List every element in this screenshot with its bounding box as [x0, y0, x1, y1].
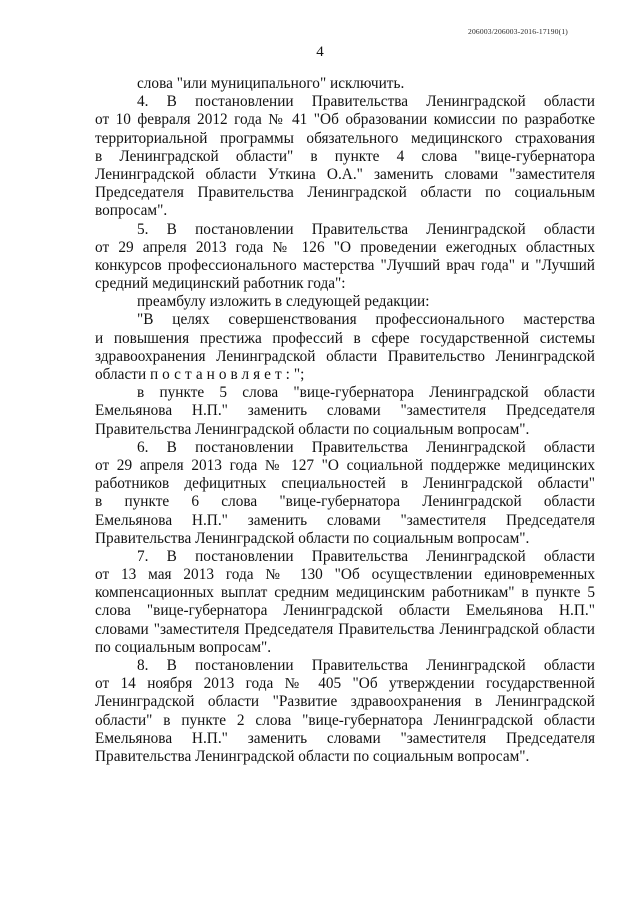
- text-line: [95, 275, 595, 293]
- text-line-content: 8. В постановлении Правительства Ленинградской области: [137, 657, 595, 674]
- text-line-content: Ленинградской области Уткина О.А." заменить словами "заместителя: [95, 165, 595, 183]
- text-line: [95, 584, 595, 602]
- text-line-content: Ленинградской области "Развитие здравоохранения в Ленинградской: [95, 693, 595, 711]
- text-line: [95, 457, 595, 475]
- text-line: [95, 257, 595, 275]
- text-line-content: компенсационных выплат средним медицинским работникам" в пункте 5: [95, 584, 595, 602]
- text-line: [95, 421, 595, 439]
- text-line-content: в пункте 5 слова "вице-губернатора Ленинградской области: [137, 384, 595, 402]
- text-line-content: Правительства Ленинградской области по социальным вопросам".: [95, 420, 530, 438]
- text-line: [95, 493, 595, 511]
- text-line: [95, 548, 595, 566]
- document-body: [95, 75, 595, 766]
- text-line-content: от 10 февраля 2012 года № 41 "Об образовании комиссии по разработке: [95, 111, 595, 129]
- text-line: [95, 184, 595, 202]
- text-line: [95, 239, 595, 257]
- text-line-content: 7. В постановлении Правительства Ленинградской области: [137, 547, 595, 565]
- text-line: [95, 748, 595, 766]
- text-line: [95, 293, 595, 311]
- text-line: [95, 712, 595, 730]
- text-line: [95, 602, 595, 620]
- text-line-content: Правительства Ленинградской области по социальным вопросам".: [95, 747, 530, 765]
- text-line: [95, 639, 595, 657]
- text-line-content: "В целях совершенствования профессионального мастерства: [137, 311, 595, 329]
- text-line-content: области: [95, 366, 147, 383]
- text-line: [95, 221, 595, 239]
- text-line: [95, 166, 595, 184]
- text-line: [95, 675, 595, 693]
- text-line: [95, 330, 595, 348]
- text-line-content: 5. В постановлении Правительства Ленинградской области: [137, 220, 595, 238]
- text-line: [95, 439, 595, 457]
- text-line-content: в Ленинградской области" в пункте 4 слова "вице-губернатора: [95, 147, 595, 165]
- text-line-content: от 13 мая 2013 года № 130 "Об осуществлении единовременных: [95, 566, 595, 584]
- text-line: [95, 566, 595, 584]
- text-line: [95, 148, 595, 166]
- text-line-content: конкурсов профессионального мастерства "Лучший врач года" и "Лучший: [95, 256, 595, 274]
- text-line: [95, 75, 595, 93]
- text-line: [95, 402, 595, 420]
- text-line: [95, 475, 595, 493]
- text-line-content: слова "или муниципального" исключить.: [137, 75, 405, 92]
- document-id: 206003/206003-2016-17190(1): [468, 27, 568, 36]
- text-line-content: словами "заместителя Председателя Правительства Ленинградской области: [95, 620, 595, 638]
- text-line: [95, 621, 595, 639]
- text-line: [95, 130, 595, 148]
- text-line: [95, 348, 595, 366]
- text-line: [95, 311, 595, 329]
- text-line-content: работников дефицитных специальностей в Ленинградской области": [95, 475, 595, 493]
- text-line-content: Емельянова Н.П." заменить словами "заместителя Председателя: [95, 402, 595, 420]
- line-ending: ";: [293, 366, 305, 383]
- text-line-content: Емельянова Н.П." заменить словами "заместителя Председателя: [95, 729, 595, 747]
- text-line-content: от 29 апреля 2013 года № 127 "О социальной поддержке медицинских: [95, 456, 595, 474]
- spaced-word: постановляет:: [149, 366, 294, 383]
- text-line-content: 6. В постановлении Правительства Ленинградской области: [137, 438, 595, 456]
- text-line: [95, 512, 595, 530]
- text-line: [95, 730, 595, 748]
- page-number: 4: [316, 44, 324, 60]
- text-line-content: 4. В постановлении Правительства Ленинградской области: [137, 93, 595, 111]
- text-line-content: области" в пункте 2 слова "вице-губернатора Ленинградской области: [95, 711, 595, 729]
- text-line-content: и повышения престижа профессий в сфере государственной системы: [95, 329, 595, 347]
- text-line: [95, 384, 595, 402]
- text-line-content: территориальной программы обязательного медицинского страхования: [95, 129, 595, 147]
- text-line-content: Правительства Ленинградской области по социальным вопросам".: [95, 529, 530, 547]
- text-line-content: здравоохранения Ленинградской области Правительство Ленинградской: [95, 347, 595, 365]
- text-line-content: по социальным вопросам".: [95, 638, 272, 656]
- text-line: [95, 111, 595, 129]
- text-line: [95, 366, 595, 384]
- text-line-content: Председателя Правительства Ленинградской области по социальным: [95, 184, 595, 202]
- text-line: [95, 530, 595, 548]
- text-line-content: преамбулу изложить в следующей редакции:: [137, 293, 430, 311]
- text-line-content: в пункте 6 слова "вице-губернатора Ленинградской области: [95, 493, 595, 511]
- text-line: [95, 93, 595, 111]
- text-line-content: Емельянова Н.П." заменить словами "заместителя Председателя: [95, 511, 595, 529]
- text-line: [95, 657, 595, 675]
- text-line: [95, 202, 595, 220]
- text-line-content: вопросам".: [95, 202, 168, 220]
- text-line-content: слова "вице-губернатора Ленинградской области Емельянова Н.П.": [95, 602, 595, 620]
- text-line-content: средний медицинский работник года":: [95, 275, 346, 293]
- text-line: [95, 693, 595, 711]
- text-line-content: от 14 ноября 2013 года № 405 "Об утверждении государственной: [95, 675, 595, 693]
- text-line-content: от 29 апреля 2013 года № 126 "О проведении ежегодных областных: [95, 238, 595, 256]
